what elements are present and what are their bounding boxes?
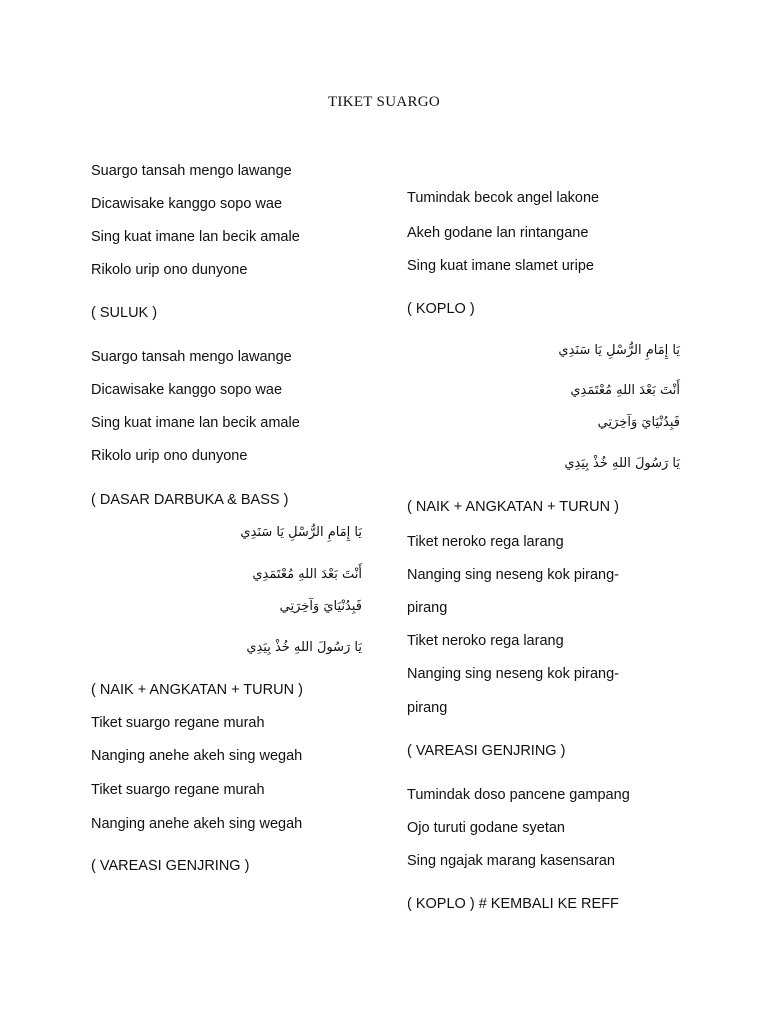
lyric-line: Tiket suargo regane murah (91, 782, 265, 798)
lyric-line: Tiket suargo regane murah (91, 715, 265, 731)
lyric-line: Sing kuat imane lan becik amale (91, 229, 300, 245)
lyric-line: Suargo tansah mengo lawange (91, 163, 292, 179)
lyric-line: Tumindak becok angel lakone (407, 190, 600, 206)
section-label: ( VAREASI GENJRING ) (91, 858, 250, 874)
lyric-line: Suargo tansah mengo lawange (91, 349, 292, 365)
section-label: ( KOPLO ) (407, 301, 475, 317)
arabic-line: يَا رَسُولَ اللهِ خُذْ بِيَدِي (564, 456, 680, 471)
arabic-line: أَنْتَ بَعْدَ اللهِ مُعْتَمَدِي (252, 567, 362, 582)
section-label: ( SULUK ) (91, 305, 158, 321)
arabic-line: يَا رَسُولَ اللهِ خُذْ بِيَدِي (246, 640, 362, 655)
section-label: ( NAIK + ANGKATAN + TURUN ) (407, 499, 619, 515)
lyric-line: Sing kuat imane lan becik amale (91, 415, 300, 431)
lyric-line: Sing kuat imane slamet uripe (407, 258, 594, 274)
lyric-line: pirang (407, 700, 448, 716)
arabic-line: يَا إِمَامِ الرُّسْلِ يَا سَنَدِي (240, 525, 362, 540)
lyric-line: Tiket neroko rega larang (407, 633, 564, 649)
section-label: ( VAREASI GENJRING ) (407, 743, 566, 759)
lyric-line: Nanging anehe akeh sing wegah (91, 748, 303, 764)
arabic-line: أَنْتَ بَعْدَ اللهِ مُعْتَمَدِي (570, 383, 680, 398)
lyric-line: Dicawisake kanggo sopo wae (91, 196, 283, 212)
section-label: ( DASAR DARBUKA & BASS ) (91, 492, 289, 508)
lyric-line: pirang (407, 600, 448, 616)
section-label: ( KOPLO ) # KEMBALI KE REFF (407, 896, 619, 912)
page-title: TIKET SUARGO (327, 94, 441, 110)
lyric-line: Nanging anehe akeh sing wegah (91, 816, 303, 832)
section-label: ( NAIK + ANGKATAN + TURUN ) (91, 682, 303, 698)
lyric-line: Dicawisake kanggo sopo wae (91, 382, 283, 398)
lyric-line: Ojo turuti godane syetan (407, 820, 565, 836)
lyric-line: Rikolo urip ono dunyone (91, 262, 248, 278)
lyric-line: Nanging sing neseng kok pirang- (407, 666, 619, 682)
arabic-line: يَا إِمَامِ الرُّسْلِ يَا سَنَدِي (558, 343, 680, 358)
lyric-line: Tiket neroko rega larang (407, 534, 564, 550)
lyric-line: Rikolo urip ono dunyone (91, 448, 248, 464)
lyric-line: Akeh godane lan rintangane (407, 225, 589, 241)
arabic-line: فَبِدُنْيَايَ وَآخِرَتِي (597, 415, 680, 430)
arabic-line: فَبِدُنْيَايَ وَآخِرَتِي (279, 599, 362, 614)
lyric-line: Nanging sing neseng kok pirang- (407, 567, 619, 583)
lyric-line: Tumindak doso pancene gampang (407, 787, 630, 803)
lyric-line: Sing ngajak marang kasensaran (407, 853, 615, 869)
